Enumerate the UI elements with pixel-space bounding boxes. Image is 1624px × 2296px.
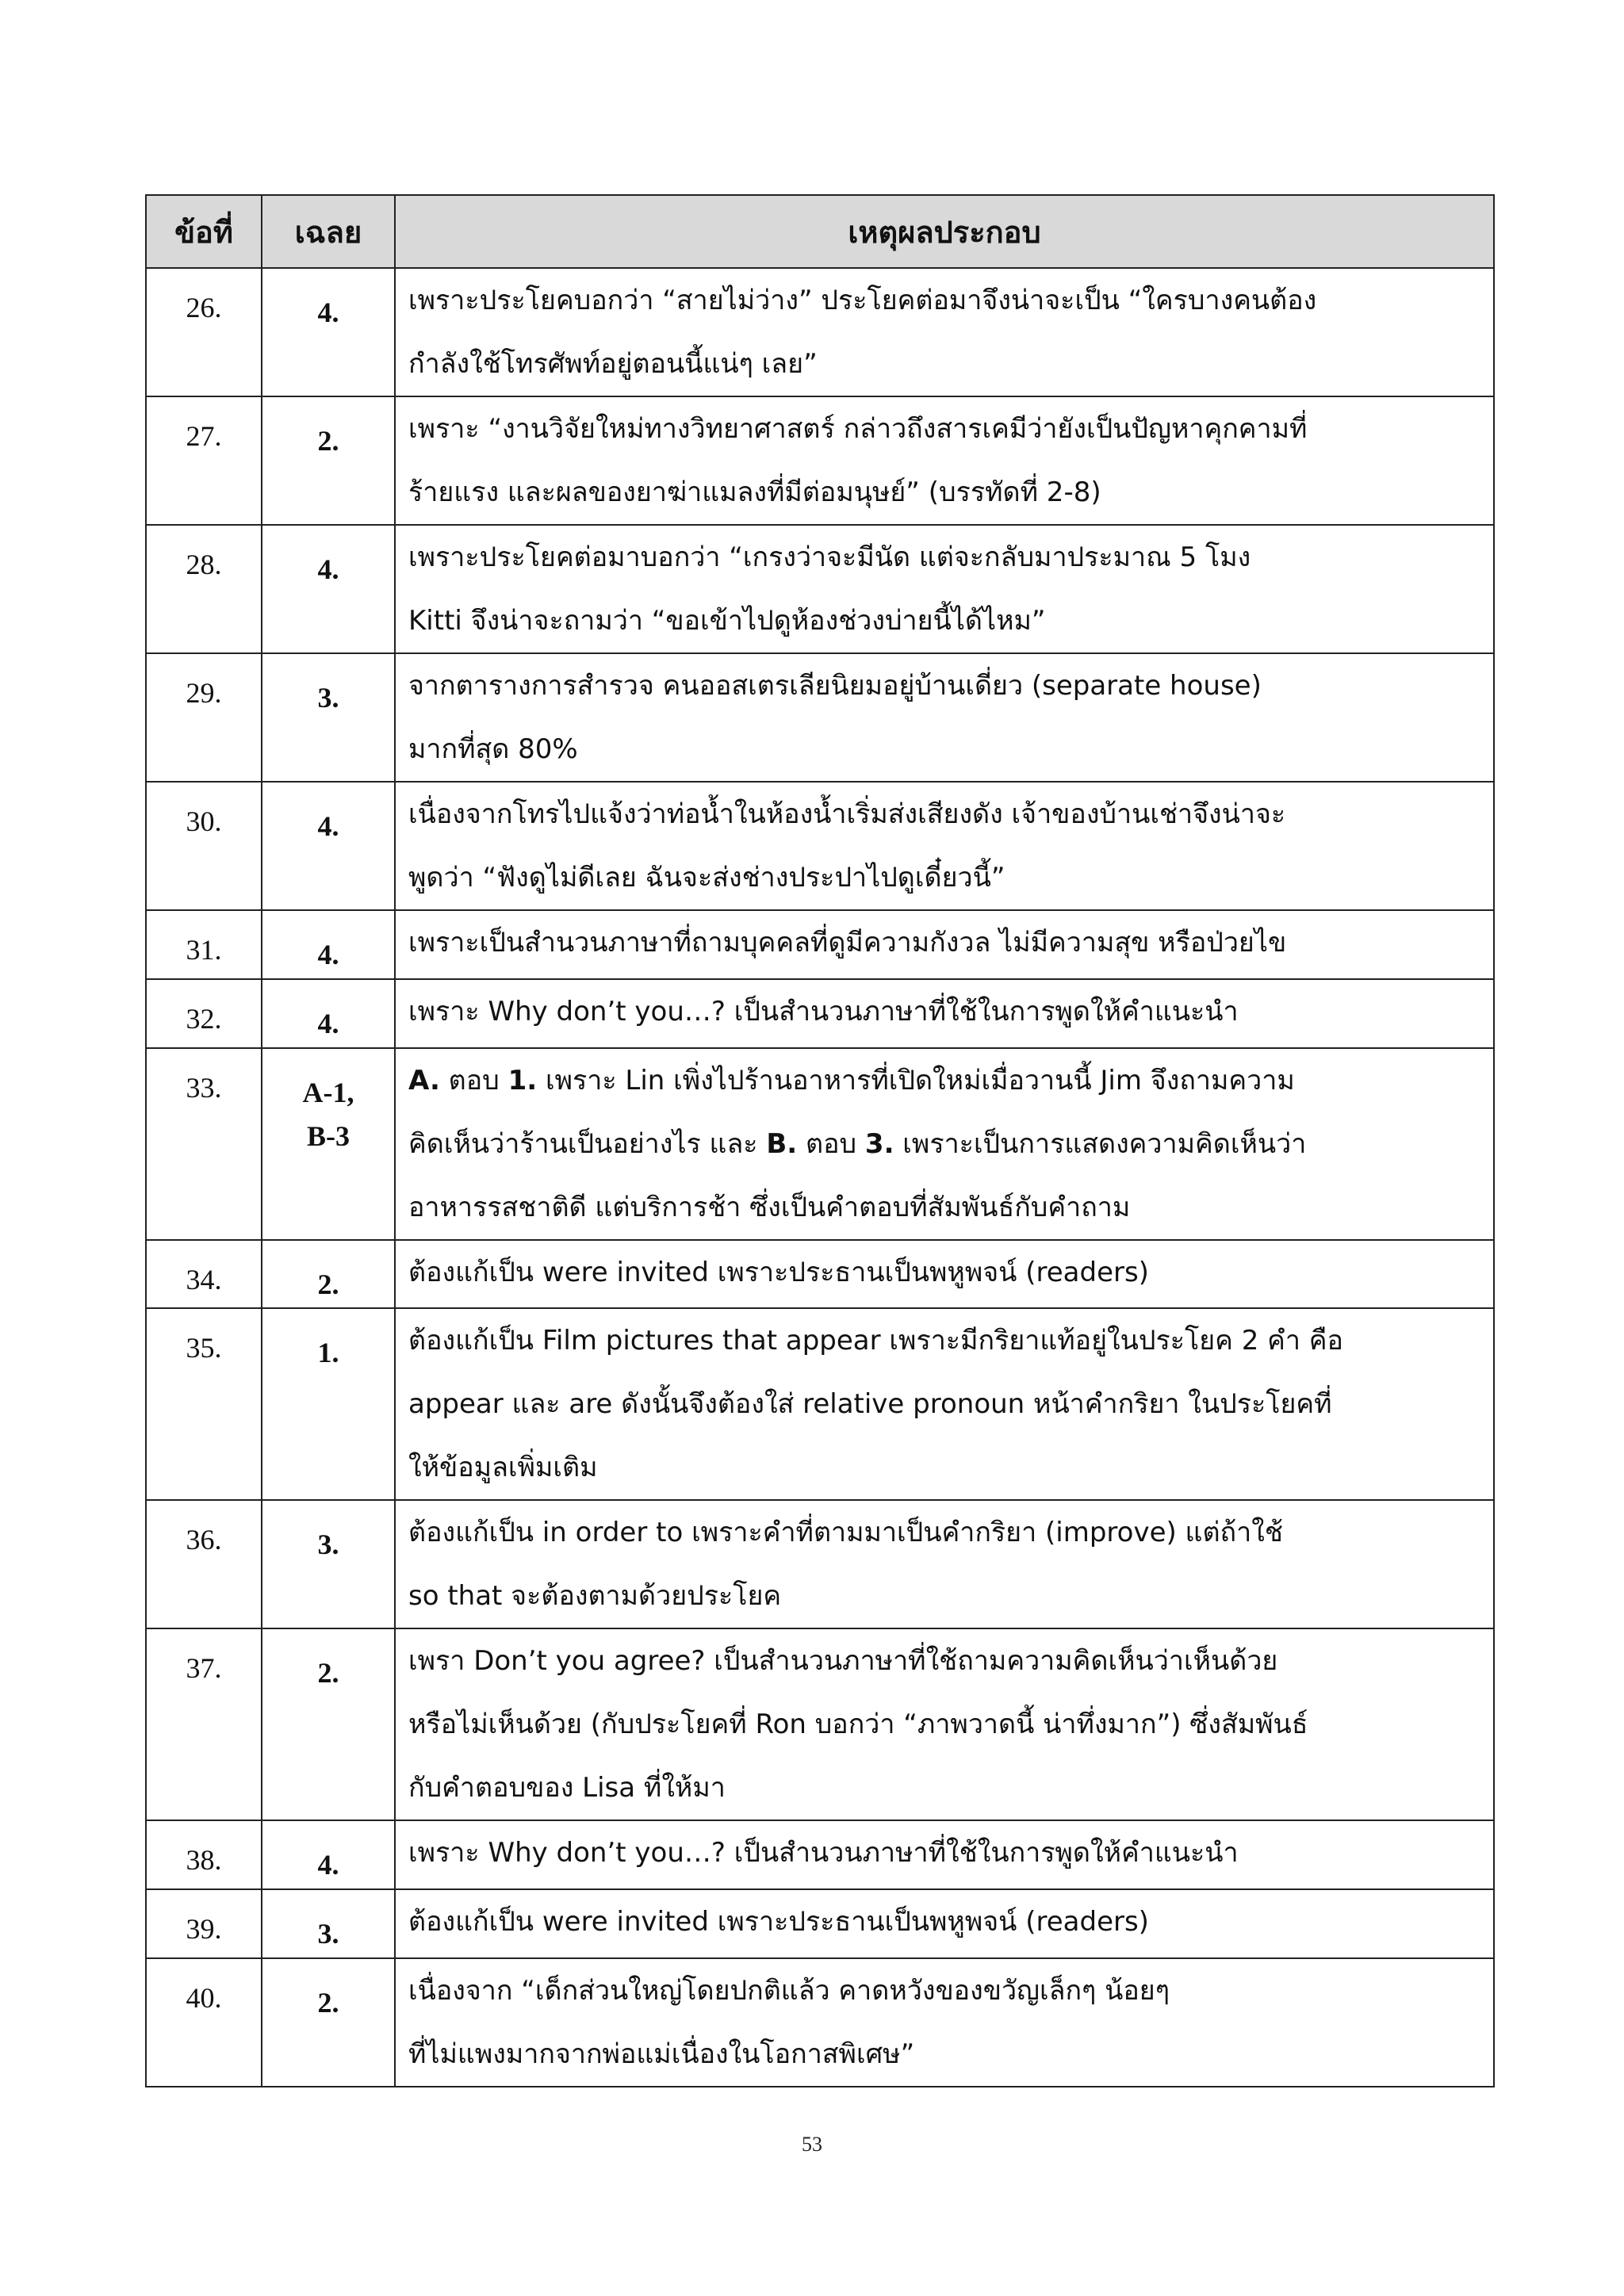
explanation-line: เพราะเป็นสำนวนภาษาที่ถามบุคคลที่ดูมีความกังวล ไม่มีความสุข หรือป่วยไข bbox=[408, 927, 1287, 959]
explanation-line: พูดว่า “ฟังดูไม่ดีเลย ฉันจะส่งช่างประปาไปดูเดี๋ยวนี้” bbox=[408, 862, 1005, 894]
explanation-line: เพราะ “งานวิจัยใหม่ทางวิทยาศาสตร์ กล่าวถึงสารเคมีว่ายังเป็นปัญหาคุกคามที่ bbox=[408, 413, 1308, 445]
table-row bbox=[146, 1889, 1494, 1958]
table-row bbox=[146, 653, 1494, 782]
question-number: 28. bbox=[146, 525, 262, 653]
answer-choice: 4. bbox=[262, 268, 395, 396]
explanation bbox=[395, 1889, 1494, 1958]
explanation bbox=[395, 782, 1494, 910]
table-row bbox=[146, 1048, 1494, 1240]
table-row bbox=[146, 525, 1494, 653]
explanation-line: หรือไม่เห็นด้วย (กับประโยคที่ Ron บอกว่า “ภาพวาดนี้ น่าทึ่งมาก”) ซึ่งสัมพันธ์ bbox=[408, 1709, 1308, 1741]
explanation-line: จากตารางการสำรวจ คนออสเตรเลียนิยมอยู่บ้านเดี่ยว (separate house) bbox=[408, 670, 1262, 702]
question-number: 32. bbox=[146, 979, 262, 1048]
explanation-line: A. ตอบ 1. เพราะ Lin เพิ่งไปร้านอาหารที่เปิดใหม่เมื่อวานนี้ Jim จึงถามความ bbox=[408, 1064, 1295, 1096]
explanation bbox=[395, 979, 1494, 1048]
explanation-line: เนื่องจาก “เด็กส่วนใหญ่โดยปกติแล้ว คาดหวังของขวัญเล็กๆ น้อยๆ bbox=[408, 1974, 1170, 2007]
answer-choice: 3. bbox=[262, 1889, 395, 1958]
question-number: 38. bbox=[146, 1820, 262, 1889]
answer-part-b: B-3 bbox=[307, 1120, 350, 1153]
answer-choice: 2. bbox=[262, 1628, 395, 1820]
answer-choice: 4. bbox=[262, 782, 395, 910]
question-number: 31. bbox=[146, 910, 262, 979]
choice-label: 1. bbox=[508, 1064, 538, 1096]
explanation-line: ที่ไม่แพงมากจากพ่อแม่เนื่องในโอกาสพิเศษ” bbox=[408, 2038, 915, 2070]
explanation bbox=[395, 910, 1494, 979]
explanation bbox=[395, 1048, 1494, 1240]
explanation-line: เพรา Don’t you agree? เป็นสำนวนภาษาที่ใช้ถามความคิดเห็นว่าเห็นด้วย bbox=[408, 1645, 1278, 1678]
answer-part-a: A-1, bbox=[302, 1076, 354, 1108]
table-row bbox=[146, 910, 1494, 979]
explanation-line: ต้องแก้เป็น Film pictures that appear เพราะมีกริยาแท้อยู่ในประโยค 2 คำ คือ bbox=[408, 1325, 1343, 1357]
explanation-line: คิดเห็นว่าร้านเป็นอย่างไร และ B. ตอบ 3. เพราะเป็นการแสดงความคิดเห็นว่า bbox=[408, 1127, 1307, 1160]
explanation-line: เพราะ Why don’t you…? เป็นสำนวนภาษาที่ใช้ในการพูดให้คำแนะนำ bbox=[408, 995, 1239, 1027]
header-answer: เฉลย bbox=[262, 195, 395, 268]
header-explanation: เหตุผลประกอบ bbox=[395, 195, 1494, 268]
answer-choice: 3. bbox=[262, 653, 395, 782]
answer-choice: 2. bbox=[262, 396, 395, 525]
question-number: 27. bbox=[146, 396, 262, 525]
answer-choice: 2. bbox=[262, 1240, 395, 1309]
table-row bbox=[146, 396, 1494, 525]
explanation-line: ต้องแก้เป็น were invited เพราะประธานเป็นพหูพจน์ (readers) bbox=[408, 1906, 1149, 1938]
table-row bbox=[146, 979, 1494, 1048]
explanation-line: ต้องแก้เป็น in order to เพราะคำที่ตามมาเป็นคำกริยา (improve) แต่ถ้าใช้ bbox=[408, 1517, 1283, 1549]
answer-choice: 4. bbox=[262, 979, 395, 1048]
table-row bbox=[146, 782, 1494, 910]
explanation-line: so that จะต้องตามด้วยประโยค bbox=[408, 1580, 782, 1613]
question-number: 26. bbox=[146, 268, 262, 396]
explanation-line: ร้ายแรง และผลของยาฆ่าแมลงที่มีต่อมนุษย์” (บรรทัดที่ 2-8) bbox=[408, 476, 1101, 508]
question-number: 36. bbox=[146, 1500, 262, 1628]
answer-choice: 4. bbox=[262, 1820, 395, 1889]
explanation bbox=[395, 1628, 1494, 1820]
part-label: B. bbox=[766, 1127, 798, 1160]
table-row bbox=[146, 1308, 1494, 1500]
question-number: 37. bbox=[146, 1628, 262, 1820]
question-number: 34. bbox=[146, 1240, 262, 1309]
explanation-line: เพราะ Why don’t you…? เป็นสำนวนภาษาที่ใช้ในการพูดให้คำแนะนำ bbox=[408, 1837, 1239, 1869]
question-number: 40. bbox=[146, 1958, 262, 2087]
answer-choice: 2. bbox=[262, 1958, 395, 2087]
explanation-line: appear และ are ดังนั้นจึงต้องใส่ relative pronoun หน้าคำกริยา ในประโยคที่ bbox=[408, 1388, 1332, 1421]
table-row bbox=[146, 268, 1494, 396]
explanation bbox=[395, 1240, 1494, 1309]
explanation bbox=[395, 653, 1494, 782]
header-question-number: ข้อที่ bbox=[146, 195, 262, 268]
explanation-line: อาหารรสชาติดี แต่บริการช้า ซึ่งเป็นคำตอบที่สัมพันธ์กับคำถาม bbox=[408, 1191, 1131, 1223]
answer-choice: 4. bbox=[262, 910, 395, 979]
question-number: 30. bbox=[146, 782, 262, 910]
table-row bbox=[146, 1820, 1494, 1889]
explanation-line: Kitti จึงน่าจะถามว่า “ขอเข้าไปดูห้องช่วงบ่ายนี้ได้ไหม” bbox=[408, 605, 1046, 637]
question-number: 35. bbox=[146, 1308, 262, 1500]
table-header-row bbox=[146, 195, 1494, 268]
table-row bbox=[146, 1240, 1494, 1309]
explanation-line: กับคำตอบของ Lisa ที่ให้มา bbox=[408, 1772, 726, 1804]
question-number: 29. bbox=[146, 653, 262, 782]
answer-choice: 4. bbox=[262, 525, 395, 653]
explanation bbox=[395, 396, 1494, 525]
table-row bbox=[146, 1958, 1494, 2087]
explanation bbox=[395, 1500, 1494, 1628]
explanation-line: เพราะประโยคบอกว่า “สายไม่ว่าง” ประโยคต่อมาจึงน่าจะเป็น “ใครบางคนต้อง bbox=[408, 285, 1317, 316]
answer-choice: 1. bbox=[262, 1308, 395, 1500]
explanation-line: กำลังใช้โทรศัพท์อยู่ตอนนี้แน่ๆ เลย” bbox=[408, 348, 818, 380]
table-row bbox=[146, 1500, 1494, 1628]
explanation-line: เพราะประโยคต่อมาบอกว่า “เกรงว่าจะมีนัด แต่จะกลับมาประมาณ 5 โมง bbox=[408, 541, 1251, 573]
explanation-line: มากที่สุด 80% bbox=[408, 733, 578, 765]
explanation-line: ต้องแก้เป็น were invited เพราะประธานเป็นพหูพจน์ (readers) bbox=[408, 1256, 1149, 1288]
page-number: 53 bbox=[802, 2133, 822, 2156]
explanation bbox=[395, 268, 1494, 396]
answer-choice bbox=[262, 1048, 395, 1240]
explanation-line: ให้ข้อมูลเพิ่มเติม bbox=[408, 1452, 598, 1484]
explanation-line: เนื่องจากโทรไปแจ้งว่าท่อน้ำในห้องน้ำเริ่มส่งเสียงดัง เจ้าของบ้านเช่าจึงน่าจะ bbox=[408, 798, 1286, 830]
question-number: 39. bbox=[146, 1889, 262, 1958]
answer-key-table bbox=[145, 194, 1495, 2087]
explanation bbox=[395, 525, 1494, 653]
part-label: A. bbox=[408, 1064, 440, 1096]
explanation bbox=[395, 1308, 1494, 1500]
choice-label: 3. bbox=[864, 1127, 894, 1160]
explanation bbox=[395, 1820, 1494, 1889]
explanation bbox=[395, 1958, 1494, 2087]
question-number: 33. bbox=[146, 1048, 262, 1240]
table-row bbox=[146, 1628, 1494, 1820]
answer-choice: 3. bbox=[262, 1500, 395, 1628]
